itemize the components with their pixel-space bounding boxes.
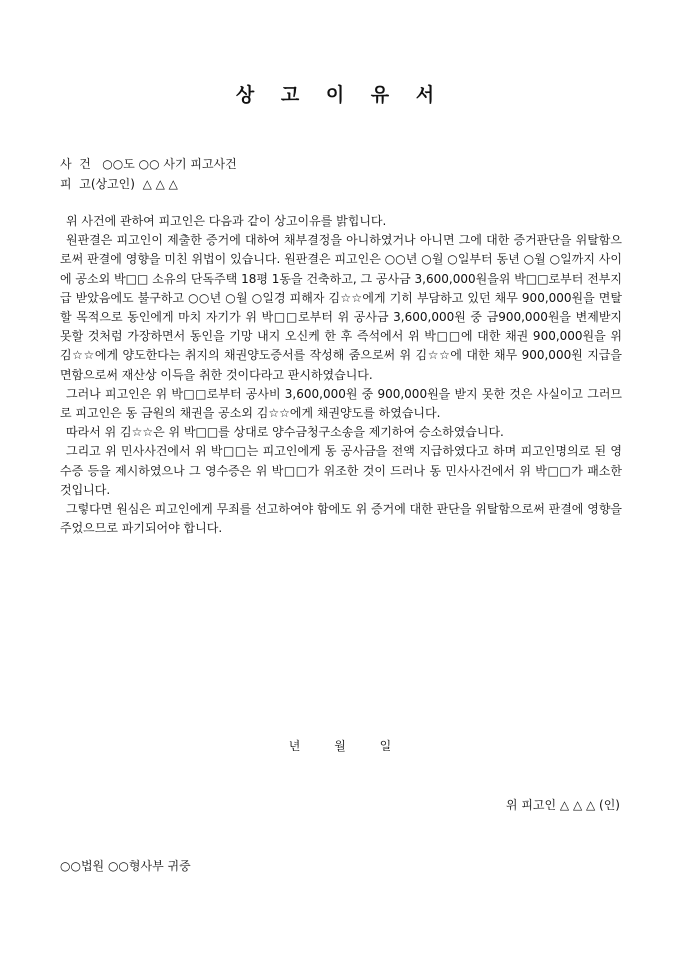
body-paragraph: 따라서 위 김☆☆은 위 박□□를 상대로 양수금청구소송을 제기하여 승소하였습니다. <box>66 425 504 440</box>
document-body <box>60 212 622 538</box>
case-line: 사 건 ○○도 ○○ 사기 피고사건 <box>60 157 237 171</box>
document-title: 상 고 이 유 서 <box>235 84 445 106</box>
body-paragraph: 원판결은 피고인이 제출한 증거에 대하여 채부결정을 아니하였거나 아니면 그에 대한 증거판단을 위탈함으로써 판결에 영향을 미친 위법이 있습니다. 원판결은 피고인은 ○○년 ○월 ○일부터 동년 ○월 ○일까지 사이에 공소외 박□□ 소유의 단독주택 18평 1동을 건축하고, 그 공사금 3,600,000원을위 박□□로부터 전부지급 받았음에도 불구하고 ○○년 ○월 ○일경 피해자 김☆☆에게 기히 부담하고 있던 채무 900,000원을 면탈할 목적으로 동인에게 마치 자기가 위 박□□로부터 위 공사금 3,600,000원 중 금900,000원을 변제받지 못할 것처럼 가장하면서 동인을 기망 내지 오신케 한 후 즉석에서 위 박□□에 대한 채권 900,000원을 위 김☆☆에게 양도한다는 취지의 채권양도증서를 작성해 줌으로써 위 김☆☆에 대한 채무 900,000원 지급을 면함으로써 재산상 이득을 취한 것이다라고 판시하였습니다. <box>60 233 622 382</box>
body-paragraph: 그리고 위 민사사건에서 위 박□□는 피고인에게 동 공사금을 전액 지급하였다고 하며 피고인명의로 된 영수증 등을 제시하였으나 그 영수증은 위 박□□가 위조한 것이 드러나 동 민사사건에서 위 박□□가 패소한 것입니다. <box>60 444 622 497</box>
body-paragraph: 그러나 피고인은 위 박□□로부터 공사비 3,600,000원 중 900,000원을 받지 못한 것은 사실이고 그러므로 피고인은 동 금원의 채권을 공소외 김☆☆에게 채권양도를 하였습니다. <box>60 386 622 421</box>
addressee-line: ○○법원 ○○형사부 귀중 <box>60 859 191 873</box>
body-paragraph: 그렇다면 원심은 피고인에게 무죄를 선고하여야 함에도 위 증거에 대한 판단을 위탈함으로써 판결에 영향을 주었으므로 파기되어야 합니다. <box>60 502 622 536</box>
body-paragraph: 위 사건에 관하여 피고인은 다음과 같이 상고이유를 밝힙니다. <box>66 214 387 228</box>
date-line: 년 월 일 <box>288 739 392 753</box>
defendant-line: 피 고(상고인) △ △ △ <box>60 177 178 191</box>
signature-line: 위 피고인 △ △ △ (인) <box>505 798 620 812</box>
